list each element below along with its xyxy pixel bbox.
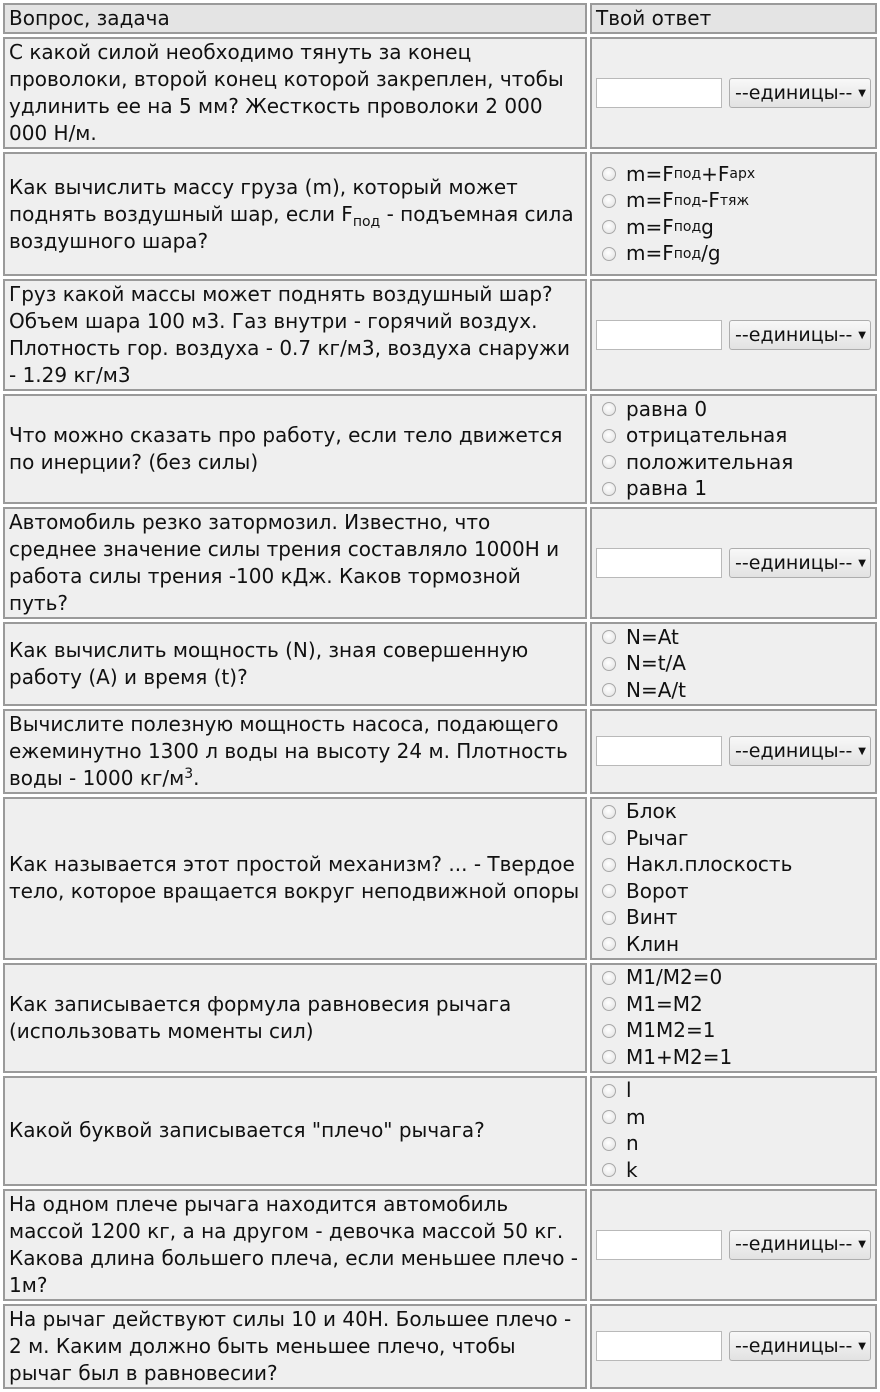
- radio-button[interactable]: [602, 429, 616, 443]
- radio-button[interactable]: [602, 247, 616, 261]
- answer-input[interactable]: [596, 320, 722, 350]
- answer-input[interactable]: [596, 78, 722, 108]
- answer-input[interactable]: [596, 548, 722, 578]
- radio-button[interactable]: [602, 831, 616, 845]
- header-question: Вопрос, задача: [3, 3, 587, 34]
- radio-option[interactable]: m=F под -F тяж: [596, 188, 871, 215]
- radio-button[interactable]: [602, 1137, 616, 1151]
- question-row: [3, 963, 877, 1073]
- question-text: С какой силой необходимо тянуть за конец проволоки, второй конец которой закреплен, чтобы удлинить ее на 5 мм? Жесткость проволоки 2 000 000 Н/м.: [3, 37, 587, 149]
- answer-cell: [590, 797, 877, 960]
- radio-button[interactable]: [602, 683, 616, 697]
- question-text: Как вычислить массу груза (m), который может поднять воздушный шар, если $F_{под}$ - подъемная сила воздушного шара?: [3, 152, 587, 276]
- radio-option[interactable]: Клин: [596, 931, 871, 958]
- question-row: [3, 152, 877, 276]
- radio-option[interactable]: M1=M2: [596, 991, 871, 1018]
- radio-option[interactable]: N=t/A: [596, 651, 871, 678]
- units-select[interactable]: --единицы-- ▼: [729, 548, 871, 578]
- dropdown-arrow-icon: ▼: [858, 87, 866, 99]
- radio-button[interactable]: [602, 402, 616, 416]
- radio-button[interactable]: [602, 858, 616, 872]
- radio-button[interactable]: [602, 657, 616, 671]
- radio-option[interactable]: Винт: [596, 905, 871, 932]
- radio-option[interactable]: равна 1: [596, 476, 871, 503]
- question-text: Автомобиль резко затормозил. Известно, что среднее значение силы трения составляло 1000Н и работа силы трения -100 кДж. Каков тормозной путь?: [3, 507, 587, 619]
- answer-cell: [590, 1304, 877, 1389]
- answer-input[interactable]: [596, 736, 722, 766]
- dropdown-arrow-icon: ▼: [858, 1239, 866, 1250]
- radio-option[interactable]: Рычаг: [596, 825, 871, 852]
- dropdown-arrow-icon: ▼: [858, 1340, 866, 1352]
- radio-option[interactable]: N=A/t: [596, 677, 871, 704]
- radio-option[interactable]: Накл.плоскость: [596, 852, 871, 879]
- answer-cell: [590, 394, 877, 504]
- radio-button[interactable]: [602, 194, 616, 208]
- header-row: [3, 3, 877, 34]
- question-row: [3, 1304, 877, 1389]
- radio-button[interactable]: [602, 911, 616, 925]
- dropdown-arrow-icon: ▼: [858, 557, 866, 569]
- units-select[interactable]: [729, 78, 871, 108]
- answer-cell: [590, 622, 877, 706]
- question-row: [3, 507, 877, 619]
- radio-option[interactable]: m=F под /g: [596, 241, 871, 268]
- answer-cell: [590, 709, 877, 794]
- units-select[interactable]: --единицы-- ▼: [729, 320, 871, 350]
- radio-button[interactable]: [602, 937, 616, 951]
- radio-button[interactable]: [602, 455, 616, 469]
- radio-button[interactable]: [602, 1024, 616, 1038]
- radio-option[interactable]: m: [596, 1104, 871, 1131]
- units-select-value: --единицы--: [735, 81, 853, 104]
- question-row: [3, 1189, 877, 1301]
- answer-cell: [590, 507, 877, 619]
- question-row: [3, 797, 877, 960]
- radio-option[interactable]: m=F под +F арх: [596, 161, 871, 188]
- answer-cell: [590, 963, 877, 1073]
- question-text: Как записывается формула равновесия рычага (использовать моменты сил): [3, 963, 587, 1073]
- radio-button[interactable]: [602, 1110, 616, 1124]
- radio-option[interactable]: Ворот: [596, 878, 871, 905]
- question-row: [3, 1076, 877, 1186]
- units-select[interactable]: --единицы-- ▼: [729, 736, 871, 766]
- radio-option[interactable]: M1/M2=0: [596, 965, 871, 992]
- answer-cell: [590, 152, 877, 276]
- answer-cell: [590, 1076, 877, 1186]
- question-text: Вычислите полезную мощность насоса, подающего ежеминутно 1300 л воды на высоту 24 м. Плотность воды - 1000 $кг/м^3$.: [3, 709, 587, 794]
- radio-option[interactable]: равна 0: [596, 396, 871, 423]
- radio-option[interactable]: положительная: [596, 449, 871, 476]
- radio-option[interactable]: m=F под g: [596, 214, 871, 241]
- question-text: На рычаг действуют силы 10 и 40Н. Большее плечо - 2 м. Каким должно быть меньшее плечо, чтобы рычаг был в равновесии?: [3, 1304, 587, 1389]
- radio-option[interactable]: n: [596, 1131, 871, 1158]
- radio-option[interactable]: M1M2=1: [596, 1018, 871, 1045]
- answer-input[interactable]: [596, 1230, 722, 1260]
- question-row: [3, 709, 877, 794]
- answer-input[interactable]: [596, 1331, 722, 1361]
- radio-button[interactable]: [602, 220, 616, 234]
- radio-button[interactable]: [602, 1163, 616, 1177]
- answer-cell: [590, 279, 877, 391]
- radio-button[interactable]: [602, 482, 616, 496]
- question-text: Как вычислить мощность (N), зная совершенную работу (A) и время (t)?: [3, 622, 587, 706]
- radio-button[interactable]: [602, 805, 616, 819]
- radio-option[interactable]: отрицательная: [596, 423, 871, 450]
- radio-button[interactable]: [602, 1050, 616, 1064]
- question-text: Что можно сказать про работу, если тело движется по инерции? (без силы): [3, 394, 587, 504]
- radio-button[interactable]: [602, 997, 616, 1011]
- radio-button[interactable]: [602, 884, 616, 898]
- question-row: [3, 37, 877, 149]
- answer-cell: [590, 1189, 877, 1301]
- question-text: Какой буквой записывается "плечо" рычага?: [3, 1076, 587, 1186]
- radio-option[interactable]: Блок: [596, 799, 871, 826]
- question-text: Как называется этот простой механизм? ... - Твердое тело, которое вращается вокруг неподвижной опоры: [3, 797, 587, 960]
- radio-button[interactable]: [602, 971, 616, 985]
- dropdown-arrow-icon: ▼: [858, 329, 866, 341]
- header-answer: Твой ответ: [590, 3, 877, 34]
- radio-button[interactable]: [602, 630, 616, 644]
- question-row: [3, 394, 877, 504]
- radio-option[interactable]: k: [596, 1157, 871, 1184]
- units-select[interactable]: --единицы-- ▼: [729, 1331, 871, 1361]
- radio-option[interactable]: M1+M2=1: [596, 1044, 871, 1071]
- radio-button[interactable]: [602, 167, 616, 181]
- answer-cell: [590, 37, 877, 149]
- question-text: Груз какой массы может поднять воздушный шар? Объем шара 100 м3. Газ внутри - горячий воздух. Плотность гор. воздуха - 0.7 кг/м3, воздуха снаружи - 1.29 кг/м3: [3, 279, 587, 391]
- question-row: [3, 622, 877, 706]
- units-select[interactable]: --единицы-- ▼: [729, 1230, 871, 1260]
- radio-button[interactable]: [602, 1084, 616, 1098]
- question-text: На одном плече рычага находится автомобиль массой 1200 кг, а на другом - девочка массой 50 кг. Какова длина большего плеча, если меньшее плечо - 1м?: [3, 1189, 587, 1301]
- radio-option[interactable]: N=At: [596, 624, 871, 651]
- radio-option[interactable]: l: [596, 1078, 871, 1105]
- question-row: [3, 279, 877, 391]
- dropdown-arrow-icon: ▼: [858, 745, 866, 757]
